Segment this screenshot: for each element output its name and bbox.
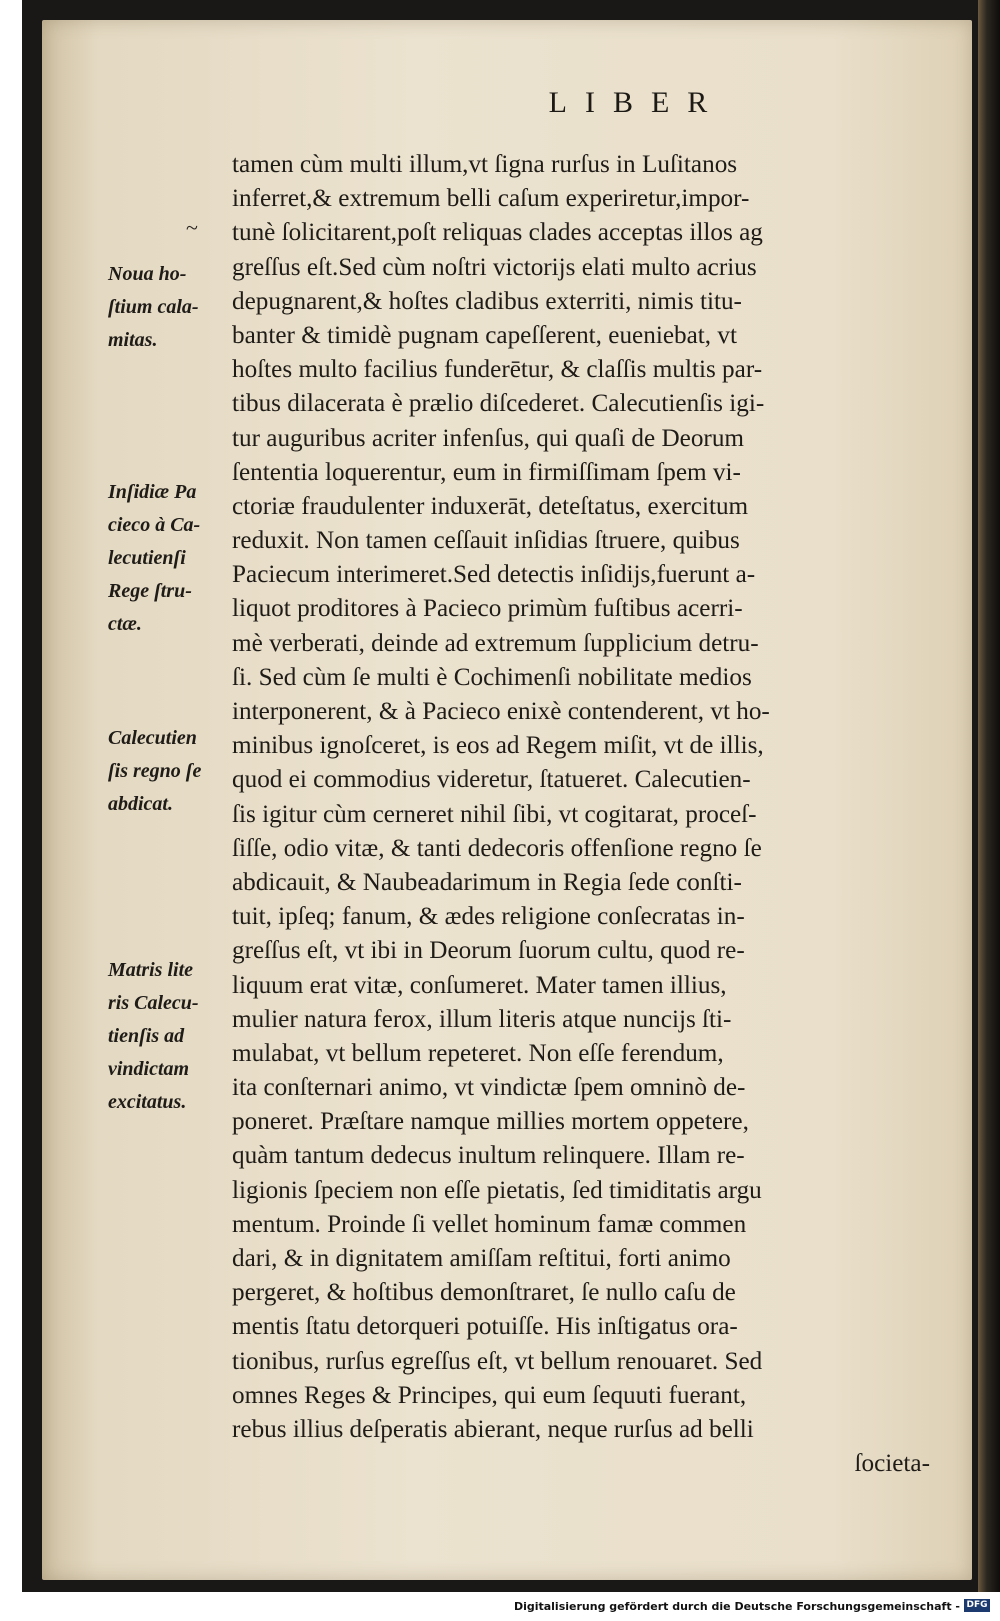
body-line: greſſus eſt, vt ibi in Deorum ſuorum cultu, quod re- bbox=[232, 937, 745, 965]
margin-note-line: lecutienſi bbox=[108, 547, 186, 569]
body-line: hoſtes multo facilius funderētur, & claſſis multis par- bbox=[232, 356, 763, 384]
body-line: tionibus, rurſus egreſſus eſt, vt bellum renouaret. Sed bbox=[232, 1347, 763, 1375]
book-page bbox=[42, 20, 972, 1580]
margin-mark: ~ bbox=[186, 215, 198, 240]
margin-note-line: mitas. bbox=[108, 329, 158, 351]
margin-note-line: ſis regno ſe bbox=[108, 760, 202, 782]
margin-note-3 bbox=[108, 722, 238, 821]
body-line: ſententia loquerentur, eum in firmiſſimam ſpem vi- bbox=[232, 458, 741, 486]
dfg-logo: DFG bbox=[964, 1599, 990, 1612]
margin-note-line: ris Calecu- bbox=[108, 992, 199, 1014]
body-line: tur auguribus acriter infenſus, qui quaſi de Deorum bbox=[232, 424, 745, 452]
body-line: mentis ſtatu detorqueri potuiſſe. His inſtigatus ora- bbox=[232, 1313, 738, 1341]
body-line: liquum erat vitæ, conſumeret. Mater tamen illius, bbox=[232, 971, 727, 999]
margin-note-2 bbox=[108, 476, 238, 641]
body-line: mulabat, vt bellum repeteret. Non eſſe ferendum, bbox=[232, 1039, 724, 1067]
body-line: quàm tantum dedecus inultum relinquere. Illam re- bbox=[232, 1142, 745, 1170]
body-line: poneret. Præſtare namque millies mortem oppetere, bbox=[232, 1108, 749, 1136]
body-line: dari, & in dignitatem amiſſam reſtitui, forti animo bbox=[232, 1245, 731, 1272]
body-line: mentum. Proinde ſi vellet hominum famæ commen bbox=[232, 1210, 747, 1238]
margin-note-line: excitatus. bbox=[108, 1091, 187, 1113]
margin-note-line: cieco à Ca- bbox=[108, 514, 201, 536]
margin-note-line: ctæ. bbox=[108, 613, 142, 635]
margin-note-line: vindictam bbox=[108, 1058, 190, 1080]
margin-note-line: tienſis ad bbox=[108, 1025, 185, 1047]
body-line: banter & timidè pugnam capeſſerent, eueniebat, vt bbox=[232, 321, 737, 349]
body-line: omnes Reges & Principes, qui eum ſequuti fuerant, bbox=[232, 1381, 747, 1409]
body-line: interponerent, & à Pacieco enixè contenderent, vt ho- bbox=[232, 698, 770, 725]
body-line: rebus illius deſperatis abierant, neque rurſus ad belli bbox=[232, 1415, 754, 1443]
body-line: greſſus eſt.Sed cùm noſtri victorijs elati multo acrius bbox=[232, 253, 757, 281]
body-line: pergeret, & hoſtibus demonſtraret, ſe nullo caſu de bbox=[232, 1279, 736, 1307]
body-line: tibus dilacerata è prælio diſcederet. Calecutienſis igi- bbox=[232, 390, 765, 418]
body-line: depugnarent,& hoſtes cladibus exterriti, nimis titu- bbox=[232, 287, 742, 315]
margin-note-line: Rege ſtru- bbox=[108, 580, 192, 602]
margin-note-line: Noua ho- bbox=[108, 263, 187, 285]
body-line: Paciecum interimeret.Sed detectis inſidijs,fuerunt a- bbox=[232, 561, 756, 589]
funding-notice: Digitalisierung gefördert durch die Deutsche Forschungsgemeinschaft - bbox=[513, 1600, 960, 1613]
margin-note-line: Inſidiæ Pa bbox=[108, 481, 197, 503]
body-line: mulier natura ferox, illum literis atque nuncijs ſti- bbox=[232, 1005, 732, 1033]
body-line: abdicauit, & Naubeadarimum in Regia ſede conſti- bbox=[232, 868, 742, 896]
margin-note-4 bbox=[108, 954, 238, 1119]
margin-note-line: ſtium cala- bbox=[108, 296, 199, 318]
body-line: ſiſſe, odio vitæ, & tanti dedecoris offenſione regno ſe bbox=[232, 834, 762, 862]
body-text bbox=[232, 148, 932, 1481]
body-line: minibus ignoſceret, is eos ad Regem miſit, vt de illis, bbox=[232, 732, 764, 760]
running-head: LIBER bbox=[548, 86, 726, 119]
margin-note-1 bbox=[108, 258, 238, 357]
book-edge bbox=[978, 0, 1000, 1592]
body-line: tunè ſolicitarent,poſt reliquas clades acceptas illos ag bbox=[232, 219, 763, 247]
body-line: liquot proditores à Pacieco primùm fuſtibus acerri- bbox=[232, 595, 743, 623]
body-line: ctoriæ fraudulenter induxerāt, deteſtatus, exercitum bbox=[232, 492, 749, 520]
body-line: ſis igitur cùm cerneret nihil ſibi, vt cogitarat, proceſ- bbox=[232, 800, 757, 828]
body-line: ſi. Sed cùm ſe multi è Cochimenſi nobilitate medios bbox=[232, 663, 752, 691]
body-line: tamen cùm multi illum,vt ſigna rurſus in Luſitanos bbox=[232, 151, 738, 178]
body-line: quod ei commodius videretur, ſtatueret. Calecutien- bbox=[232, 766, 751, 794]
body-line: inferret,& extremum belli caſum experiretur,impor- bbox=[232, 185, 750, 213]
catchword: ſocieta- bbox=[854, 1450, 930, 1478]
footer-bar bbox=[0, 1592, 1000, 1621]
body-line: ligionis ſpeciem non eſſe pietatis, ſed timiditatis argu bbox=[232, 1176, 762, 1204]
margin-note-line: Calecutien bbox=[108, 727, 197, 749]
body-line: reduxit. Non tamen ceſſauit inſidias ſtruere, quibus bbox=[232, 527, 740, 555]
margin-note-line: abdicat. bbox=[108, 793, 173, 815]
body-line: tuit, ipſeq; fanum, & ædes religione conſecratas in- bbox=[232, 903, 745, 931]
margin-note-line: Matris lite bbox=[108, 959, 194, 981]
body-line: mè verberati, deinde ad extremum ſupplicium detru- bbox=[232, 629, 759, 657]
body-line: ita conſternari animo, vt vindictæ ſpem omninò de- bbox=[232, 1074, 746, 1102]
